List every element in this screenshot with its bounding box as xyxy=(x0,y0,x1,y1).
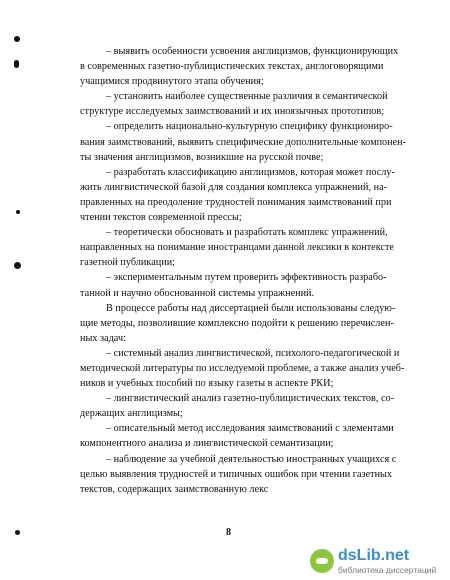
text-line: – описательный метод исследования заимствований с элементами xyxy=(106,423,394,435)
text-line: танной и научно обоснованной системы упражнений. xyxy=(80,287,315,299)
text-line: щие методы, позволившие комплексно подойти к решению перечислен- xyxy=(80,317,394,329)
text-line: правленных на преодоление трудностей понимания заимствований при xyxy=(80,196,392,208)
watermark-subtitle: библиотека диссертаций xyxy=(338,564,437,575)
text-line: ты значения англицизмов, возникшие на русской почве; xyxy=(80,151,324,163)
text-line: учащимися продвинутого этапа обучения; xyxy=(80,76,264,88)
text-line: – системный анализ лингвистической, психолого-педагогической и xyxy=(106,347,400,359)
scan-dot xyxy=(15,530,20,535)
text-line: направленных на понимание иностранцами данной лексики в контексте xyxy=(80,242,394,254)
text-line: – экспериментальным путем проверить эффективность разрабо- xyxy=(106,272,387,284)
text-line: – выявить особенности усвоения англицизмов, функционирующих xyxy=(106,46,399,57)
text-line: чтении текстов современной прессы; xyxy=(80,212,242,224)
text-line: целью выявления трудностей и типичных ошибок при чтении газетных xyxy=(80,468,393,480)
text-line: текстов, содержащих заимствованную лекс xyxy=(80,483,269,495)
text-line: газетной публикации; xyxy=(80,257,176,269)
library-logo-icon xyxy=(310,549,334,573)
scan-margin-marks xyxy=(14,30,30,570)
text-line: ников и учебных пособий по языку газеты в аспекте РКИ; xyxy=(80,378,334,390)
text-line: вания заимствований, выявить специфические дополнительные компонен- xyxy=(80,136,407,148)
watermark-logo xyxy=(310,546,442,576)
text-line: в современных газетно-публицистических текстах, англоговорящими xyxy=(80,61,384,73)
text-line: компонентного анализа и лингвистической семантизации; xyxy=(80,438,334,450)
text-line: В процессе работы над диссертацией были использованы следую- xyxy=(106,302,396,314)
text-line: – установить наиболее существенные различия в семантической xyxy=(106,91,388,103)
text-line: методической литературы по исследуемой проблеме, а также анализ учеб- xyxy=(80,362,405,374)
text-line: структуре исследуемых заимствований и их иноязычных прототипов; xyxy=(80,106,385,118)
scan-dot xyxy=(14,36,20,42)
scan-dot xyxy=(16,210,20,214)
scan-dot xyxy=(14,262,21,269)
text-line: – теоретически обосновать и разработать комплекс упражнений, xyxy=(106,227,388,239)
watermark-text xyxy=(338,548,436,575)
text-line: жить лингвистической базой для создания комплекса упражнений, на- xyxy=(80,181,388,193)
text-line: – лингвистический анализ газетно-публицистических текстов, со- xyxy=(106,393,395,405)
text-line: – определить национально-культурную специфику функциониро- xyxy=(106,121,393,133)
watermark-brand: dsLib.net xyxy=(338,546,410,564)
page-number: 8 xyxy=(226,527,231,538)
text-line: ных задач: xyxy=(80,332,126,344)
text-line: – наблюдение за учебной деятельностью иностранных учащихся с xyxy=(106,453,397,465)
text-line: – разработать классификацию англицизмов, которая может послу- xyxy=(106,166,395,178)
scan-dot xyxy=(14,60,19,68)
text-line: держащих англицизмы; xyxy=(80,408,183,420)
body-text xyxy=(80,44,412,497)
